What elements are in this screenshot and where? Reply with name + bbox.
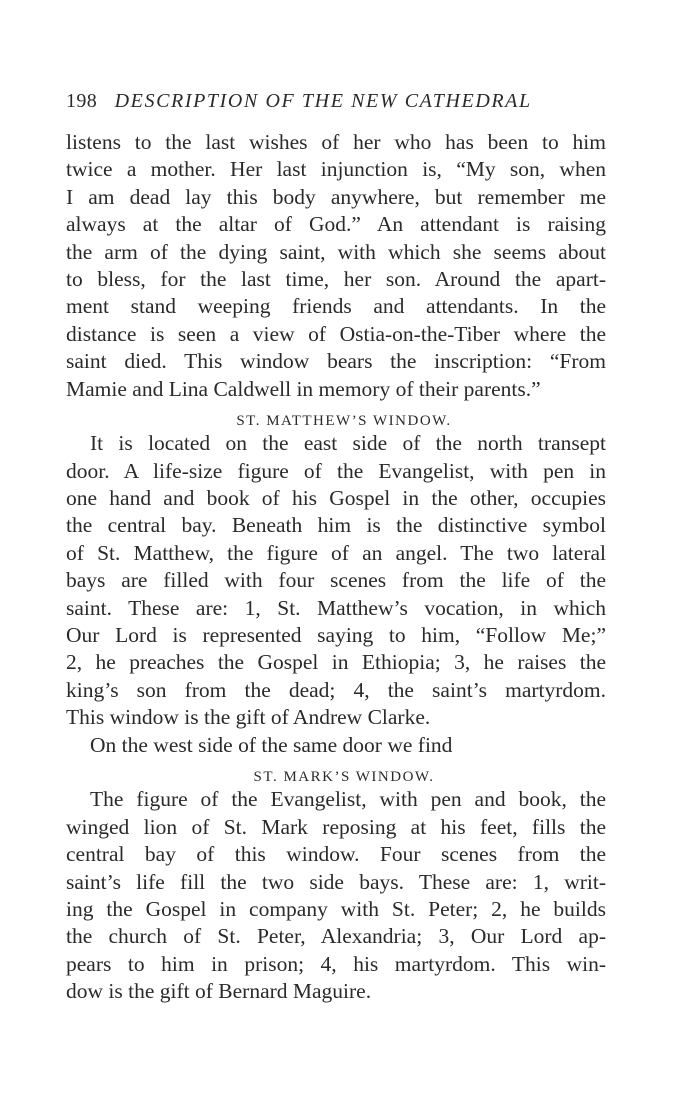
text-line: of St. Matthew, the figure of an angel. The two lateral	[66, 540, 606, 565]
section-heading-st-marks-window: ST. MARK’S WINDOW.	[253, 768, 435, 785]
text-line: one hand and book of his Gospel in the other, occupies	[66, 486, 606, 511]
text-line: Mamie and Lina Caldwell in memory of their parents.”	[66, 376, 541, 401]
text-line: bays are filled with four scenes from the life of the	[66, 568, 606, 593]
section-heading-st-matthews-window: ST. MATTHEW’S WINDOW.	[236, 412, 452, 429]
text-line: saint’s life fill the two side bays. These are: 1, writ-	[66, 869, 606, 894]
running-head	[66, 86, 626, 116]
text-line: The figure of the Evangelist, with pen and book, the	[90, 787, 606, 812]
text-line: ment stand weeping friends and attendants. In the	[66, 294, 606, 319]
text-line: always at the altar of God.” An attendant is raising	[66, 212, 606, 237]
text-line: king’s son from the dead; 4, the saint’s martyrdom.	[66, 677, 606, 702]
running-title: DESCRIPTION OF THE NEW CATHEDRAL	[114, 90, 532, 112]
text-line: central bay of this window. Four scenes from the	[66, 842, 606, 867]
text-line: door. A life-size figure of the Evangelist, with pen in	[66, 458, 606, 483]
text-line: listens to the last wishes of her who has been to him	[66, 130, 606, 154]
text-line: Our Lord is represented saying to him, “Follow Me;”	[66, 623, 606, 648]
text-line: On the west side of the same door we find	[90, 732, 453, 757]
text-line: the central bay. Beneath him is the distinctive symbol	[66, 513, 606, 538]
text-line: twice a mother. Her last injunction is, “My son, when	[66, 157, 606, 182]
page-number: 198	[66, 90, 98, 112]
text-line: winged lion of St. Mark reposing at his feet, fills the	[66, 814, 606, 839]
text-line: It is located on the east side of the north transept	[90, 431, 606, 456]
text-line: 2, he preaches the Gospel in Ethiopia; 3, he raises the	[66, 650, 606, 675]
text-line: to bless, for the last time, her son. Around the apart-	[66, 266, 606, 291]
text-line: pears to him in prison; 4, his martyrdom. This win-	[66, 951, 606, 976]
text-line: saint. These are: 1, St. Matthew’s vocation, in which	[66, 595, 606, 620]
text-line: ing the Gospel in company with St. Peter; 2, he builds	[66, 896, 606, 921]
text-line: the arm of the dying saint, with which she seems about	[66, 239, 606, 264]
text-line: saint died. This window bears the inscription: “From	[66, 349, 606, 374]
text-line: the church of St. Peter, Alexandria; 3, Our Lord ap-	[66, 924, 606, 949]
body-text	[66, 129, 606, 1006]
text-line: dow is the gift of Bernard Maguire.	[66, 979, 372, 1004]
text-line: I am dead lay this body anywhere, but remember me	[66, 184, 606, 209]
text-line: This window is the gift of Andrew Clarke.	[66, 705, 431, 730]
text-line: distance is seen a view of Ostia-on-the-Tiber where the	[66, 321, 606, 346]
